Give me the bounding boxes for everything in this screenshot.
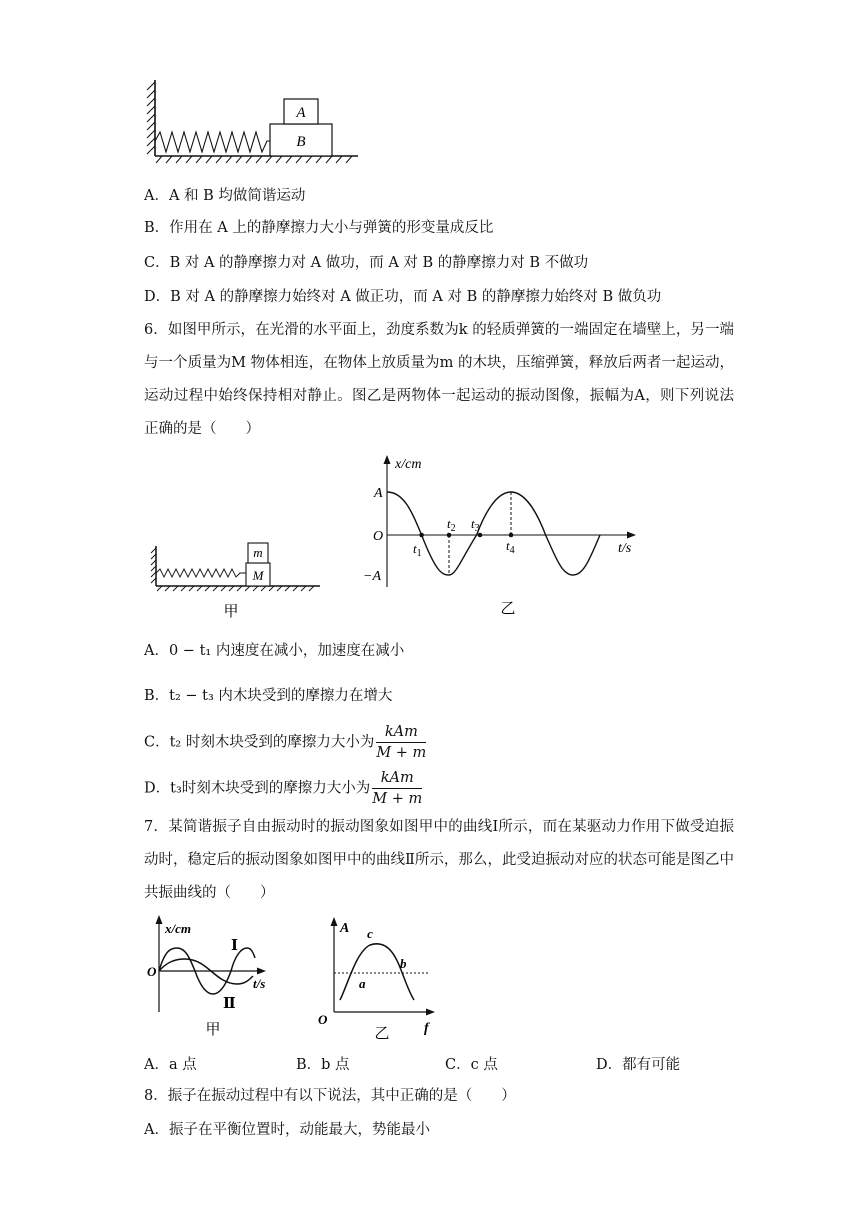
x-axis-label: f bbox=[424, 1021, 429, 1036]
q7-jia-graph bbox=[143, 912, 278, 1040]
q5-option-c: C．B 对 A 的静摩擦力对 A 做功，而 A 对 B 的静摩擦力对 B 不做功 bbox=[144, 255, 589, 271]
caption-yi: 乙 bbox=[374, 1026, 390, 1040]
q5-option-b: B．作用在 A 上的静摩擦力大小与弹簧的形变量成反比 bbox=[144, 220, 494, 236]
x-axis-arrow bbox=[426, 1009, 435, 1016]
y-axis-label: A bbox=[340, 921, 350, 936]
label-t3: $t_3$ bbox=[471, 516, 480, 534]
figure-q6-yi bbox=[360, 452, 660, 621]
caption-yi: 乙 bbox=[500, 601, 516, 617]
x-axis-arrow bbox=[257, 968, 266, 975]
tick-a: A bbox=[374, 486, 383, 501]
q7-stem: 7．某简谐振子自由振动时的振动图象如图甲中的曲线Ⅰ所示，而在某驱动力作用下做受迫振动时，稳定后的振动图象如图甲中的曲线Ⅱ所示，那么，此受迫振动对应的状态可能是图乙中共振曲线的（ ） bbox=[144, 819, 734, 901]
fraction-denominator: M + m bbox=[376, 745, 427, 761]
q5-option-a: A．A 和 B 均做简谐运动 bbox=[144, 188, 306, 204]
origin-o: O bbox=[147, 964, 157, 979]
label-t1: $t_1$ bbox=[413, 541, 422, 559]
q5-option-d: D．B 对 A 的静摩擦力始终对 A 做正功，而 A 对 B 的静摩擦力始终对 B 做负功 bbox=[144, 289, 662, 305]
fraction-denominator: M + m bbox=[372, 791, 423, 807]
q6-jia-drawing bbox=[148, 538, 328, 623]
label-a: A bbox=[296, 105, 306, 121]
q6-option-c-text: C．t₂ 时刻木块受到的摩擦力大小为 bbox=[144, 734, 375, 751]
q6-stem: 6．如图甲所示，在光滑的水平面上，劲度系数为k 的轻质弹簧的一端固定在墙壁上，另一端与一个质量为M 物体相连，在物体上放质量为m 的木块，压缩弹簧，释放后两者一起运动，运动过程中始终保持相对静止。图乙是两物体一起运动的振动图像，振幅为A，则下列说法正确的是（ ） bbox=[144, 322, 734, 437]
label-t4: $t_4$ bbox=[506, 538, 515, 556]
figure-q7-yi bbox=[312, 912, 442, 1044]
q7-option-a: A．a 点 bbox=[144, 1057, 197, 1073]
origin-o: O bbox=[318, 1012, 328, 1027]
q7-yi-graph bbox=[312, 912, 442, 1040]
tick-o: O bbox=[373, 529, 384, 544]
x-axis-label: t/s bbox=[253, 976, 266, 991]
x-axis-label: t/s bbox=[618, 541, 632, 556]
label-b: B bbox=[296, 134, 306, 150]
label-t2: $t_2$ bbox=[447, 516, 456, 534]
caption-jia: 甲 bbox=[205, 1022, 221, 1038]
spring-blocks-ab-drawing bbox=[140, 74, 365, 166]
tick-neg-a: −A bbox=[363, 569, 381, 584]
q6-option-a: A．0 − t₁ 内速度在减小，加速度在减小 bbox=[144, 643, 405, 659]
q7-option-c: C．c 点 bbox=[445, 1057, 498, 1073]
spring bbox=[156, 569, 246, 577]
q7-option-d: D．都有可能 bbox=[596, 1057, 681, 1073]
fraction-numerator: kAm bbox=[372, 769, 422, 789]
y-axis-label: x/cm bbox=[395, 457, 422, 472]
figure-q7-jia bbox=[143, 912, 278, 1044]
q6-yi-graph bbox=[360, 452, 660, 617]
q7-option-b: B．b 点 bbox=[296, 1057, 350, 1073]
point-t1 bbox=[419, 533, 424, 538]
figure-q6-jia bbox=[148, 538, 328, 627]
q8-option-a: A．振子在平衡位置时，动能最大，势能最小 bbox=[144, 1122, 430, 1138]
caption-jia: 甲 bbox=[223, 604, 239, 620]
label-big-m: M bbox=[252, 568, 264, 583]
label-curve-i: Ⅰ bbox=[231, 938, 239, 954]
fraction-numerator: kAm bbox=[376, 723, 426, 743]
label-small-m: m bbox=[253, 545, 263, 560]
spring bbox=[155, 132, 270, 152]
q6-option-c bbox=[144, 723, 426, 762]
point-a: a bbox=[359, 976, 366, 991]
resonance-curve bbox=[340, 944, 414, 1000]
q8-stem: 8．振子在振动过程中有以下说法，其中正确的是（ ） bbox=[144, 1088, 516, 1104]
x-axis-arrow bbox=[627, 532, 636, 539]
sine-curve bbox=[387, 492, 600, 575]
q6-option-b: B．t₂ − t₃ 内木块受到的摩擦力在增大 bbox=[144, 688, 393, 704]
figure-spring-blocks-ab bbox=[140, 74, 365, 170]
point-b: b bbox=[400, 956, 407, 971]
y-axis-label: x/cm bbox=[165, 921, 191, 936]
point-t4 bbox=[509, 533, 514, 538]
y-axis-arrow bbox=[331, 917, 338, 926]
label-curve-ii: Ⅱ bbox=[223, 996, 236, 1012]
q6-option-d-text: D．t₃时刻木块受到的摩擦力大小为 bbox=[144, 780, 371, 797]
y-axis-arrow bbox=[384, 455, 391, 464]
point-c: c bbox=[367, 926, 373, 941]
y-axis-arrow bbox=[156, 915, 163, 924]
q6-option-d bbox=[144, 769, 422, 808]
fraction-kam-over-mm bbox=[376, 723, 426, 762]
fraction-kam-over-mm bbox=[372, 769, 422, 808]
